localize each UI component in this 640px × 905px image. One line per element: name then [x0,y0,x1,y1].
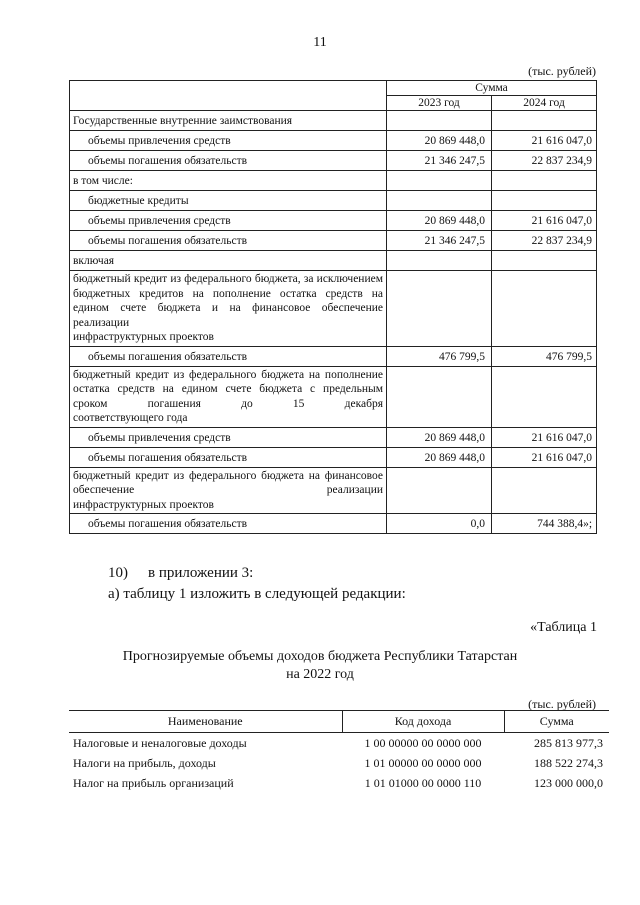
value-2024 [492,191,597,211]
row-label: объемы погашения обязательств [70,151,387,171]
value-2024: 21 616 047,0 [492,447,597,467]
paragraph-number: 10) [108,565,128,581]
value-2023 [387,191,492,211]
table-row [70,231,597,251]
title-line-1: Прогнозируемые объемы доходов бюджета Республики Татарстан [122,649,518,664]
table-row [70,151,597,171]
row-label-main: бюджетный кредит из федерального бюджета на финансовое обеспечение реализации [73,469,383,496]
table-row [70,366,597,427]
revenue-name: Налог на прибыль организаций [73,776,234,790]
row-label: объемы привлечения средств [70,427,387,447]
value-2024 [492,271,597,347]
table-row [70,447,597,467]
row-label-last: соответствующего года [73,412,188,424]
header-sum: Сумма [504,711,609,733]
table-row [69,733,609,754]
value-2024: 22 837 234,9 [492,151,597,171]
header-code: Код дохода [342,711,504,733]
paragraph-a: а) таблицу 1 изложить в следующей редакции: [108,586,406,602]
value-2024: 22 837 234,9 [492,231,597,251]
row-label: объемы погашения обязательств [70,447,387,467]
table2-unit: (тыс. рублей) [528,697,596,711]
value-2023: 20 869 448,0 [387,211,492,231]
value-2023 [387,271,492,347]
table-row [70,251,597,271]
table-row [70,346,597,366]
table-row [70,514,597,534]
value-2024 [492,251,597,271]
value-2024: 744 388,4»; [492,514,597,534]
revenue-sum: 285 813 977,3 [534,736,603,750]
header-year-2024: 2024 год [492,96,597,111]
value-2023 [387,171,492,191]
revenue-sum: 188 522 274,3 [534,756,603,770]
row-label: Государственные внутренние заимствования [70,111,387,131]
header-sum: Сумма [387,81,597,96]
table-row [70,211,597,231]
value-2023: 21 346 247,5 [387,151,492,171]
row-label-last: инфраструктурных проектов [73,331,214,343]
table-row [70,467,597,514]
row-label: объемы погашения обязательств [70,514,387,534]
value-2024: 21 616 047,0 [492,427,597,447]
table1-unit: (тыс. рублей) [528,64,596,78]
table-row [70,427,597,447]
header-name: Наименование [69,711,342,733]
header-empty-cell [70,81,387,111]
table-row [70,111,597,131]
value-2024 [492,111,597,131]
value-2024: 21 616 047,0 [492,131,597,151]
revenue-code: 1 00 00000 00 0000 000 [364,736,482,750]
paragraph-10 [108,565,253,582]
value-2023: 476 799,5 [387,346,492,366]
value-2023: 20 869 448,0 [387,131,492,151]
value-2023 [387,366,492,427]
header-year-2023: 2023 год [387,96,492,111]
value-2023 [387,467,492,514]
row-label: включая [70,251,387,271]
revenue-table [69,710,609,793]
row-label [70,271,387,347]
row-label: бюджетные кредиты [70,191,387,211]
value-2024: 21 616 047,0 [492,211,597,231]
value-2023 [387,251,492,271]
table-row [70,191,597,211]
row-label: объемы погашения обязательств [70,346,387,366]
table-row [69,753,609,773]
table-row [70,171,597,191]
revenue-code: 1 01 00000 00 0000 000 [364,756,482,770]
value-2024 [492,171,597,191]
value-2023: 20 869 448,0 [387,427,492,447]
borrowings-table [69,80,597,534]
paragraph-text: в приложении 3: [148,565,254,581]
revenue-name: Налоги на прибыль, доходы [73,756,216,770]
table-row [70,271,597,347]
row-label: объемы привлечения средств [70,131,387,151]
row-label: объемы погашения обязательств [70,231,387,251]
row-label-last: инфраструктурных проектов [73,498,214,511]
value-2024: 476 799,5 [492,346,597,366]
revenue-sum: 123 000 000,0 [534,776,603,790]
row-label: объемы привлечения средств [70,211,387,231]
value-2024 [492,366,597,427]
row-label [70,467,387,514]
row-label [70,366,387,427]
row-label: в том числе: [70,171,387,191]
value-2023 [387,111,492,131]
value-2023: 0,0 [387,514,492,534]
row-label-main: бюджетный кредит из федерального бюджета на пополнение остатка средств на едином счете бюджета с предельным сроком погашения до 15 декабря [73,368,383,410]
value-2023: 21 346 247,5 [387,231,492,251]
revenue-code: 1 01 01000 00 0000 110 [364,776,482,790]
title-line-2: на 2022 год [286,667,354,682]
table-row [70,131,597,151]
table-label: «Таблица 1 [530,620,597,635]
table-row [69,773,609,793]
page-number: 11 [313,35,327,50]
revenue-name: Налоговые и неналоговые доходы [73,736,247,750]
value-2024 [492,467,597,514]
row-label-main: бюджетный кредит из федерального бюджета, за исключением бюджетных кредитов на пополнение остатка средств на едином счете бюджета и на финансовое обеспечение реализации [73,273,383,329]
value-2023: 20 869 448,0 [387,447,492,467]
table-title [0,648,640,684]
